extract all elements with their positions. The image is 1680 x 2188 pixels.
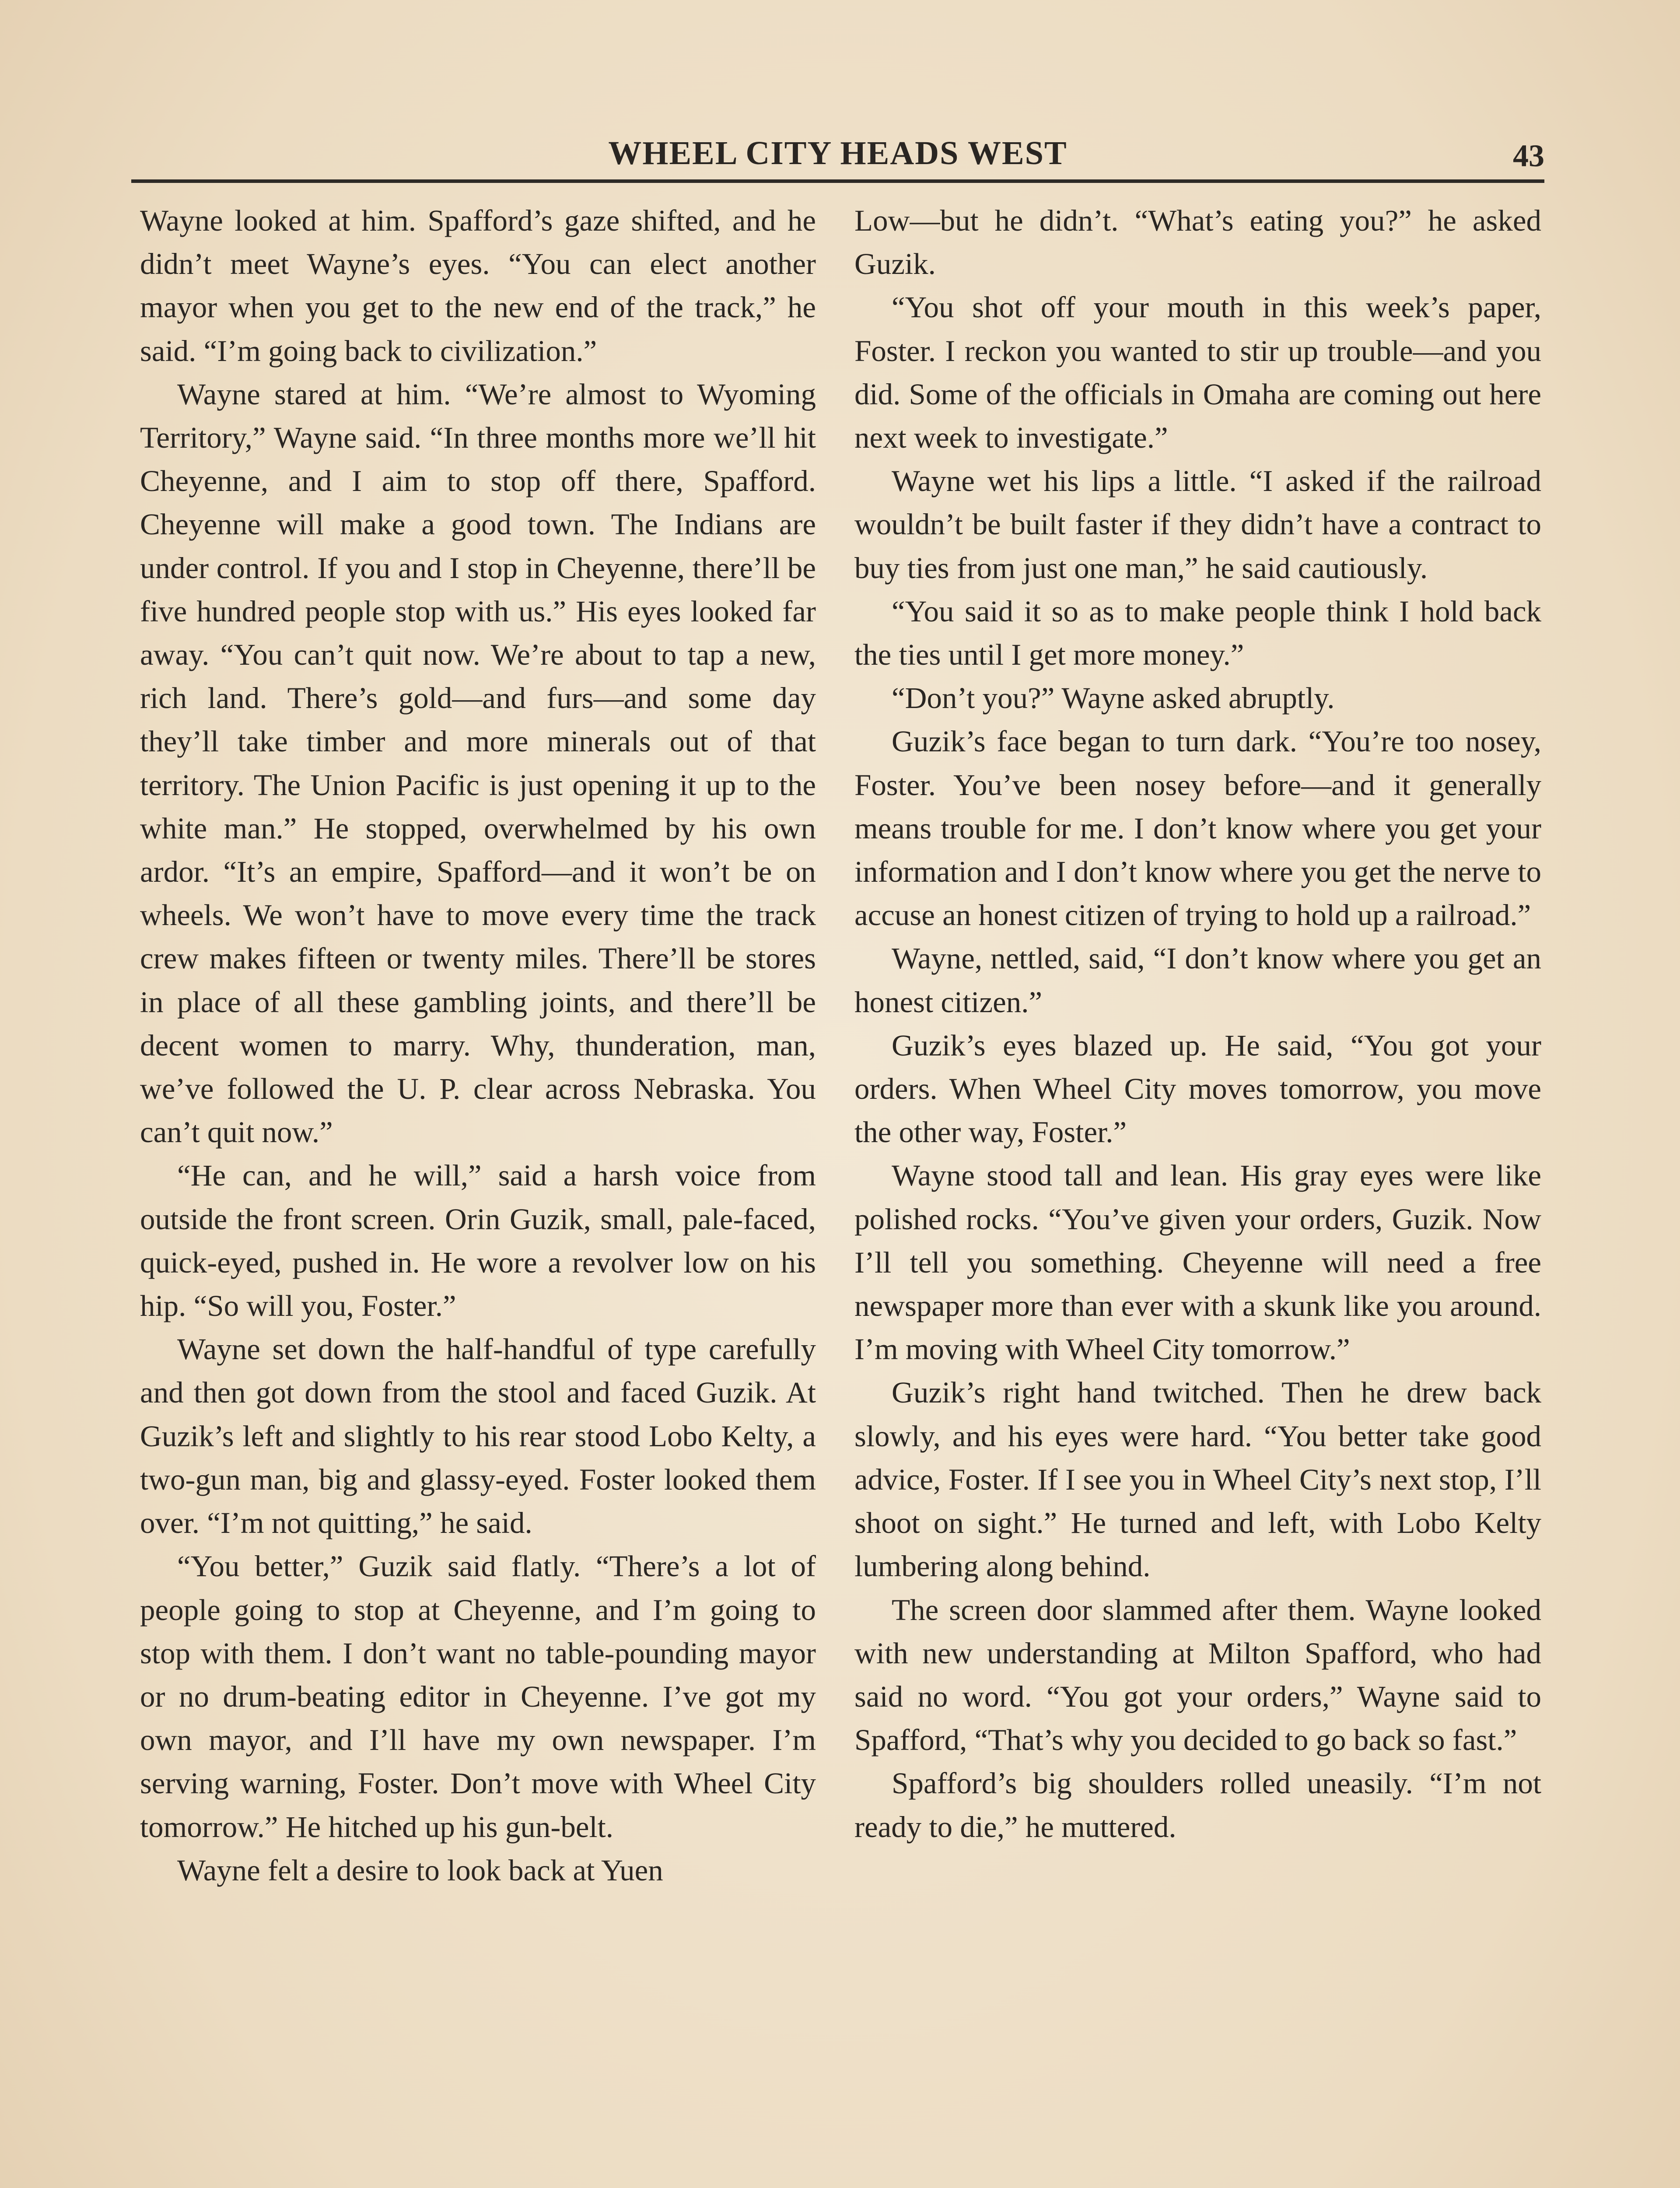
paragraph: “You said it so as to make people think I hold back the ties until I get more money.” (854, 594, 1541, 672)
paragraph: Low—but he didn’t. “What’s eating you?” he asked Guzik. (854, 204, 1541, 281)
paragraph: Wayne stood tall and lean. His gray eyes were like polished rocks. “You’ve given your orders, Guzik. Now I’ll tell you something. Cheyenne will need a free newspaper more than ever with a skunk like you around. I’m moving with Wheel City tomorrow.” (854, 1159, 1541, 1366)
left-column (140, 199, 816, 2188)
paragraph: Wayne, nettled, said, “I don’t know where you get an honest citizen.” (854, 942, 1541, 1019)
paragraph: The screen door slammed after them. Wayne looked with new understanding at Milton Spafford, who had said no word. “You got your orders,” Wayne said to Spafford, “That’s why you decided to go back so fast.” (854, 1593, 1541, 1757)
paragraph: Wayne set down the half-handful of type carefully and then got down from the stool and faced Guzik. At Guzik’s left and slightly to his rear stood Lobo Kelty, a two-gun man, big and glassy-eyed. Foster looked them over. “I’m not quitting,” he said. (140, 1332, 816, 1540)
right-column (854, 199, 1541, 2188)
running-head: WHEEL CITY HEADS WEST (608, 135, 1068, 172)
paragraph: “Don’t you?” Wayne asked abruptly. (892, 681, 1335, 715)
paragraph: “You shot off your mouth in this week’s paper, Foster. I reckon you wanted to stir up trouble—and you did. Some of the officials in Omaha are coming out here next week to investigate.” (854, 291, 1541, 455)
paragraph: Wayne looked at him. Spafford’s gaze shifted, and he didn’t meet Wayne’s eyes. “You can elect another mayor when you get to the new end of the track,” he said. “I’m going back to civilization.” (140, 204, 816, 368)
paragraph: Wayne felt a desire to look back at Yuen (177, 1853, 663, 1887)
paragraph: “He can, and he will,” said a harsh voice from outside the front screen. Orin Guzik, small, pale-faced, quick-eyed, pushed in. He wore a revolver low on his hip. “So will you, Foster.” (140, 1159, 816, 1323)
paragraph: Guzik’s face began to turn dark. “You’re too nosey, Foster. You’ve been nosey before—and it generally means trouble for me. I don’t know where you get your information and I don’t know where you get the nerve to accuse an honest citizen of trying to hold up a railroad.” (854, 725, 1541, 932)
page-number: 43 (1513, 138, 1544, 173)
page-header (131, 131, 1544, 183)
paragraph: Guzik’s eyes blazed up. He said, “You got your orders. When Wheel City moves tomorrow, you move the other way, Foster.” (854, 1028, 1541, 1149)
paragraph: Spafford’s big shoulders rolled uneasily. “I’m not ready to die,” he muttered. (854, 1767, 1541, 1844)
paragraph: Guzik’s right hand twitched. Then he drew back slowly, and his eyes were hard. “You better take good advice, Foster. If I see you in Wheel City’s next stop, I’ll shoot on sight.” He turned and left, with Lobo Kelty lumbering along behind. (854, 1376, 1541, 1583)
paragraph: Wayne stared at him. “We’re almost to Wyoming Territory,” Wayne said. “In three months more we’ll hit Cheyenne, and I aim to stop off there, Spafford. Cheyenne will make a good town. The Indians are under control. If you and I stop in Cheyenne, there’ll be five hundred people stop with us.” His eyes looked far away. “You can’t quit now. We’re about to tap a new, rich land. There’s gold—and furs—and some day they’ll take timber and more minerals out of that territory. The Union Pacific is just opening it up to the white man.” He stopped, overwhelmed by his own ardor. “It’s an empire, Spafford—and it won’t be on wheels. We won’t have to move every time the track crew makes fifteen or twenty miles. There’ll be stores in place of all these gambling joints, and there’ll be decent women to marry. Why, thunderation, man, we’ve followed the U. P. clear across Nebraska. You can’t quit now.” (140, 377, 816, 1149)
paragraph: “You better,” Guzik said flatly. “There’s a lot of people going to stop at Cheyenne, and I’m going to stop with them. I don’t want no table-pounding mayor or no drum-beating editor in Cheyenne. I’ve got my own mayor, and I’ll have my own newspaper. I’m serving warning, Foster. Don’t move with Wheel City tomorrow.” He hitched up his gun-belt. (140, 1550, 816, 1844)
paragraph: Wayne wet his lips a little. “I asked if the railroad wouldn’t be built faster if they didn’t have a contract to buy ties from just one man,” he said cautiously. (854, 464, 1541, 585)
